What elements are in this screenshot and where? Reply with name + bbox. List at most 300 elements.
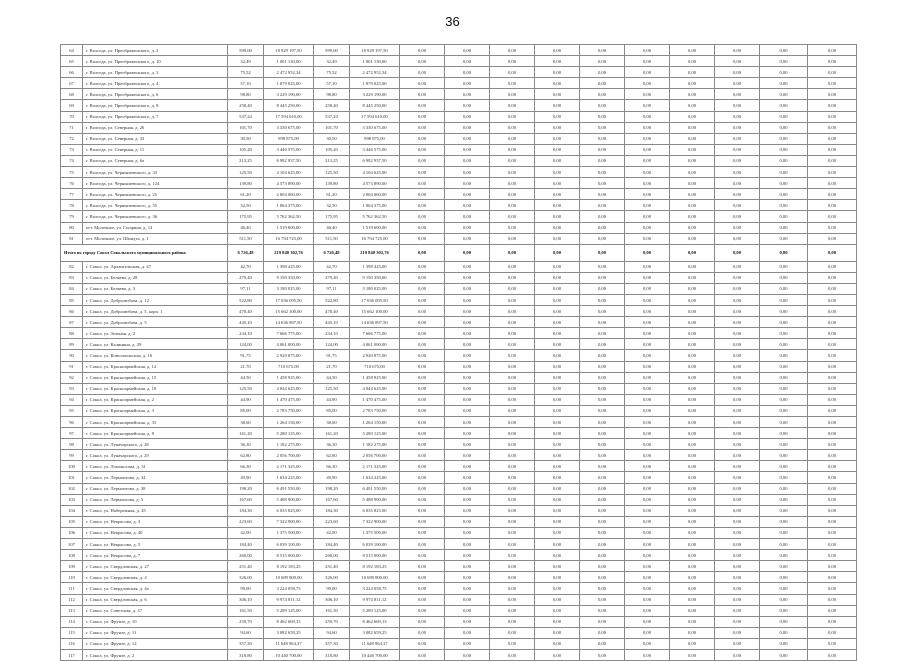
- value-cell: 36,30: [228, 439, 264, 450]
- value-cell: 0,00: [760, 178, 808, 189]
- value-cell: 101,70: [314, 122, 350, 133]
- value-cell: 46,40: [228, 222, 264, 233]
- value-cell: 0,00: [625, 339, 670, 350]
- value-cell: 3 229 190,00: [264, 89, 314, 100]
- value-cell: 0,00: [625, 527, 670, 538]
- value-cell: 0,00: [445, 133, 490, 144]
- value-cell: 2 004 060,00: [264, 189, 314, 200]
- value-cell: 0,00: [400, 516, 445, 527]
- value-cell: 0,00: [760, 638, 808, 649]
- value-cell: 0,00: [715, 361, 760, 372]
- value-cell: 0,00: [715, 178, 760, 189]
- value-cell: 0,00: [580, 211, 625, 222]
- table-row: [61, 428, 857, 439]
- value-cell: 0,00: [445, 494, 490, 505]
- value-cell: 0,00: [490, 178, 535, 189]
- value-cell: 0,00: [535, 222, 580, 233]
- value-cell: 2 472 952,34: [264, 67, 314, 78]
- table-row: [61, 483, 857, 494]
- table-row: [61, 594, 857, 605]
- value-cell: 0,00: [670, 178, 715, 189]
- value-cell: 0,00: [490, 317, 535, 328]
- value-cell: 0,00: [760, 283, 808, 294]
- value-cell: 0,00: [535, 294, 580, 305]
- value-cell: 2 004 060,00: [350, 189, 400, 200]
- value-cell: 0,00: [808, 350, 857, 361]
- address-cell: г. Вологда, ул. Преображенского, д. 3: [83, 67, 228, 78]
- table-row: [61, 339, 857, 350]
- table-row: [61, 78, 857, 89]
- value-cell: 0,00: [400, 605, 445, 616]
- row-number-cell: 100: [61, 461, 83, 472]
- value-cell: 0,00: [625, 394, 670, 405]
- value-cell: 0,00: [445, 306, 490, 317]
- value-cell: 184,30: [228, 505, 264, 516]
- value-cell: 0,00: [670, 627, 715, 638]
- value-cell: 0,00: [445, 405, 490, 416]
- value-cell: 124,00: [228, 339, 264, 350]
- value-cell: 260,00: [228, 550, 264, 561]
- value-cell: 0,00: [535, 144, 580, 155]
- value-cell: 0,00: [625, 317, 670, 328]
- value-cell: 1 458 925,00: [264, 372, 314, 383]
- value-cell: 1 001 130,00: [350, 56, 400, 67]
- value-cell: 0,00: [445, 383, 490, 394]
- address-cell: г. Сокол, ул. Набережная, д. 45: [83, 505, 228, 516]
- address-cell: г. Вологда, ул. Преображенского, д. 6: [83, 89, 228, 100]
- row-number-cell: 108: [61, 550, 83, 561]
- value-cell: 0,00: [760, 189, 808, 200]
- value-cell: 0,00: [580, 383, 625, 394]
- value-cell: 7 666 775,00: [350, 328, 400, 339]
- value-cell: 4 061 000,00: [350, 339, 400, 350]
- value-cell: 0,00: [445, 178, 490, 189]
- value-cell: 0,00: [625, 638, 670, 649]
- value-cell: 7 322 900,00: [264, 516, 314, 527]
- value-cell: 0,00: [445, 111, 490, 122]
- value-cell: 0,00: [580, 100, 625, 111]
- value-cell: 0,00: [445, 627, 490, 638]
- value-cell: 0,00: [490, 306, 535, 317]
- value-cell: 32,50: [228, 200, 264, 211]
- value-cell: 0,00: [808, 222, 857, 233]
- address-cell: г. Сокол, ул. Красноармейская, д. 3: [83, 405, 228, 416]
- value-cell: 125,50: [314, 383, 350, 394]
- row-number-cell: 105: [61, 516, 83, 527]
- value-cell: 0,00: [400, 45, 445, 56]
- row-number-cell: 96: [61, 417, 83, 428]
- value-cell: 0,00: [445, 328, 490, 339]
- value-cell: 2 783 750,00: [264, 405, 314, 416]
- value-cell: 0,00: [670, 89, 715, 100]
- value-cell: 0,00: [400, 283, 445, 294]
- value-cell: 0,00: [715, 122, 760, 133]
- value-cell: 0,00: [445, 167, 490, 178]
- value-cell: 66,30: [228, 461, 264, 472]
- value-cell: 0,00: [535, 122, 580, 133]
- table-row: [61, 539, 857, 550]
- value-cell: 0,00: [625, 583, 670, 594]
- value-cell: 0,00: [715, 450, 760, 461]
- value-cell: 0,00: [715, 594, 760, 605]
- value-cell: 260,00: [314, 550, 350, 561]
- value-cell: 0,00: [670, 350, 715, 361]
- value-cell: 0,00: [625, 572, 670, 583]
- address-cell: г. Сокол, ул. Архангельская, д. 47: [83, 261, 228, 272]
- value-cell: 0,00: [670, 67, 715, 78]
- value-cell: 0,00: [580, 294, 625, 305]
- value-cell: 0,00: [760, 272, 808, 283]
- address-cell: г. Сокол, ул. Свердловская, д. 27: [83, 561, 228, 572]
- value-cell: 0,00: [580, 361, 625, 372]
- value-cell: 0,00: [400, 550, 445, 561]
- value-cell: 0,00: [445, 550, 490, 561]
- value-cell: 0,00: [715, 111, 760, 122]
- value-cell: 0,00: [490, 627, 535, 638]
- subtotal-cell: 6 726,48: [314, 244, 350, 261]
- value-cell: 0,00: [400, 450, 445, 461]
- address-cell: г. Вологда, ул. Северная, д. 11: [83, 144, 228, 155]
- value-cell: 1 375 500,00: [350, 527, 400, 538]
- value-cell: 0,00: [580, 261, 625, 272]
- value-cell: 0,00: [715, 572, 760, 583]
- value-cell: 4 061 000,00: [264, 339, 314, 350]
- value-cell: 0,00: [715, 483, 760, 494]
- value-cell: 0,00: [808, 306, 857, 317]
- value-cell: 0,00: [490, 572, 535, 583]
- value-cell: 125,50: [314, 167, 350, 178]
- value-cell: 0,00: [715, 283, 760, 294]
- value-cell: 17 594 610,00: [264, 111, 314, 122]
- table-row: [61, 439, 857, 450]
- value-cell: 0,00: [400, 328, 445, 339]
- address-cell: г. Вологда, ул. Чернышевского, д. 36: [83, 211, 228, 222]
- value-cell: 0,00: [535, 283, 580, 294]
- value-cell: 0,00: [808, 89, 857, 100]
- row-number-cell: 80: [61, 222, 83, 233]
- value-cell: 8 462 669,13: [264, 616, 314, 627]
- value-cell: 478,40: [314, 306, 350, 317]
- value-cell: 0,00: [715, 372, 760, 383]
- address-cell: пгт. Молочное, ул. Гагарина, д. 14: [83, 222, 228, 233]
- value-cell: 0,00: [400, 233, 445, 244]
- table-row: [61, 472, 857, 483]
- value-cell: 2 171 325,00: [350, 461, 400, 472]
- value-cell: 97,11: [228, 283, 264, 294]
- value-cell: 0,00: [535, 155, 580, 166]
- address-cell: г. Вологда, ул. Преображенского, д. 7: [83, 111, 228, 122]
- value-cell: 0,00: [670, 122, 715, 133]
- value-cell: 0,00: [535, 627, 580, 638]
- table-row: [61, 527, 857, 538]
- value-cell: 0,00: [490, 144, 535, 155]
- table-row: [61, 572, 857, 583]
- value-cell: 0,00: [580, 428, 625, 439]
- value-cell: 0,00: [580, 516, 625, 527]
- value-cell: 91,75: [228, 350, 264, 361]
- value-cell: 1 398 425,00: [350, 261, 400, 272]
- row-number-cell: 114: [61, 616, 83, 627]
- value-cell: 0,00: [535, 167, 580, 178]
- value-cell: 4 104 625,00: [264, 167, 314, 178]
- value-cell: 2 783 750,00: [350, 405, 400, 416]
- value-cell: 0,00: [808, 405, 857, 416]
- value-cell: 0,00: [535, 328, 580, 339]
- value-cell: 0,00: [670, 233, 715, 244]
- value-cell: 0,00: [625, 461, 670, 472]
- value-cell: 85,00: [314, 405, 350, 416]
- value-cell: 3 224 058,75: [350, 583, 400, 594]
- value-cell: 0,00: [670, 155, 715, 166]
- value-cell: 0,00: [715, 294, 760, 305]
- address-cell: г. Сокол, ул. Лермонтова, д. 38: [83, 483, 228, 494]
- value-cell: 0,00: [760, 505, 808, 516]
- value-cell: 0,00: [580, 583, 625, 594]
- value-cell: 0,00: [445, 89, 490, 100]
- address-cell: г. Сокол, ул. Красноармейская, д. 15: [83, 372, 228, 383]
- value-cell: 105,20: [228, 144, 264, 155]
- row-number-cell: 109: [61, 561, 83, 572]
- value-cell: 0,00: [670, 372, 715, 383]
- table-row: [61, 372, 857, 383]
- value-cell: 0,00: [760, 417, 808, 428]
- value-cell: 0,00: [670, 306, 715, 317]
- value-cell: 0,00: [580, 133, 625, 144]
- value-cell: 0,00: [535, 394, 580, 405]
- value-cell: 1 458 925,00: [350, 372, 400, 383]
- value-cell: 0,00: [760, 122, 808, 133]
- value-cell: 3 180 025,00: [264, 283, 314, 294]
- value-cell: 6 035 825,00: [264, 505, 314, 516]
- value-cell: 0,00: [760, 472, 808, 483]
- value-cell: 0,00: [760, 45, 808, 56]
- table-row: [61, 144, 857, 155]
- value-cell: 0,00: [580, 317, 625, 328]
- value-cell: 6 982 937,50: [350, 155, 400, 166]
- value-cell: 522,80: [228, 294, 264, 305]
- table-row: [61, 627, 857, 638]
- row-number-cell: 90: [61, 350, 83, 361]
- value-cell: 0,00: [535, 200, 580, 211]
- value-cell: 0,00: [625, 155, 670, 166]
- value-cell: 0,00: [808, 583, 857, 594]
- value-cell: 15 662 100,00: [264, 306, 314, 317]
- value-cell: 0,00: [670, 638, 715, 649]
- value-cell: 0,00: [490, 605, 535, 616]
- value-cell: 0,00: [400, 67, 445, 78]
- value-cell: 0,00: [490, 233, 535, 244]
- value-cell: 2 920 875,00: [350, 350, 400, 361]
- value-cell: 4 573 890,00: [350, 178, 400, 189]
- value-cell: 10 689 800,00: [264, 572, 314, 583]
- subtotal-cell: 219 840 302,76: [264, 244, 314, 261]
- value-cell: 0,00: [535, 339, 580, 350]
- value-cell: 0,00: [400, 638, 445, 649]
- value-cell: 5 280 125,00: [264, 428, 314, 439]
- value-cell: 125,50: [228, 167, 264, 178]
- value-cell: 0,00: [445, 261, 490, 272]
- row-number-cell: 97: [61, 428, 83, 439]
- address-cell: г. Сокол, ул. Фрунзе, д. 12: [83, 638, 228, 649]
- value-cell: 161,50: [314, 605, 350, 616]
- row-number-cell: 66: [61, 67, 83, 78]
- table-row: [61, 167, 857, 178]
- value-cell: 30,50: [314, 133, 350, 144]
- value-cell: 0,00: [808, 616, 857, 627]
- value-cell: 0,00: [715, 461, 760, 472]
- value-cell: 30,50: [228, 133, 264, 144]
- value-cell: 0,00: [490, 472, 535, 483]
- row-number-cell: 106: [61, 527, 83, 538]
- value-cell: 0,00: [670, 261, 715, 272]
- value-cell: 0,00: [715, 133, 760, 144]
- value-cell: 0,00: [625, 122, 670, 133]
- value-cell: 0,00: [715, 100, 760, 111]
- value-cell: 1 879 025,00: [264, 78, 314, 89]
- value-cell: 1 182 275,00: [350, 439, 400, 450]
- value-cell: 0,00: [760, 539, 808, 550]
- value-cell: 0,00: [808, 627, 857, 638]
- value-cell: 61,20: [228, 189, 264, 200]
- value-cell: 511,50: [228, 233, 264, 244]
- value-cell: 0,00: [535, 561, 580, 572]
- value-cell: 0,00: [490, 594, 535, 605]
- value-cell: 213,25: [228, 155, 264, 166]
- value-cell: 0,00: [760, 383, 808, 394]
- value-cell: 0,00: [670, 200, 715, 211]
- value-cell: 445,10: [314, 317, 350, 328]
- value-cell: 0,00: [715, 516, 760, 527]
- value-cell: 0,00: [760, 594, 808, 605]
- value-cell: 0,00: [670, 361, 715, 372]
- address-cell: г. Сокол, ул. Луначарского, д. 28: [83, 439, 228, 450]
- address-cell: г. Сокол, ул. Красноармейская, д. 12: [83, 361, 228, 372]
- value-cell: 98,80: [314, 89, 350, 100]
- value-cell: 0,00: [445, 649, 490, 660]
- table-row: [61, 550, 857, 561]
- value-cell: 0,00: [760, 155, 808, 166]
- row-number-cell: 94: [61, 394, 83, 405]
- value-cell: 0,00: [625, 78, 670, 89]
- value-cell: 0,00: [580, 350, 625, 361]
- value-cell: 0,00: [535, 450, 580, 461]
- address-cell: г. Вологда, ул. Преображенского, д. 10: [83, 56, 228, 67]
- value-cell: 0,00: [490, 405, 535, 416]
- value-cell: 0,00: [670, 133, 715, 144]
- value-cell: 0,00: [760, 211, 808, 222]
- value-cell: 0,00: [808, 649, 857, 660]
- value-cell: 1 264 150,00: [350, 417, 400, 428]
- value-cell: 0,00: [760, 405, 808, 416]
- value-cell: 0,00: [535, 78, 580, 89]
- value-cell: 0,00: [625, 472, 670, 483]
- subtotal-cell: 0,00: [670, 244, 715, 261]
- value-cell: 0,00: [670, 189, 715, 200]
- value-cell: 0,00: [715, 417, 760, 428]
- value-cell: 0,00: [808, 45, 857, 56]
- address-cell: г. Сокол, ул. Некрасова, д. 40: [83, 527, 228, 538]
- value-cell: 0,00: [535, 189, 580, 200]
- value-cell: 8 445 250,00: [264, 100, 314, 111]
- value-cell: 0,00: [490, 649, 535, 660]
- value-cell: 198,20: [314, 483, 350, 494]
- value-cell: 3 224 058,75: [264, 583, 314, 594]
- value-cell: 0,00: [535, 505, 580, 516]
- value-cell: 0,00: [445, 461, 490, 472]
- value-cell: 0,00: [400, 178, 445, 189]
- value-cell: 2 472 952,34: [350, 67, 400, 78]
- value-cell: 259,70: [228, 616, 264, 627]
- value-cell: 0,00: [490, 616, 535, 627]
- value-cell: 0,00: [808, 283, 857, 294]
- value-cell: 0,00: [400, 405, 445, 416]
- row-number-cell: 98: [61, 439, 83, 450]
- value-cell: 0,00: [625, 222, 670, 233]
- value-cell: 0,00: [715, 494, 760, 505]
- value-cell: 8 192 183,25: [264, 561, 314, 572]
- value-cell: 0,00: [715, 350, 760, 361]
- value-cell: 0,00: [808, 428, 857, 439]
- address-cell: г. Сокол, ул. Фрунзе, д. 10: [83, 616, 228, 627]
- value-cell: 0,00: [580, 144, 625, 155]
- value-cell: 279,40: [314, 272, 350, 283]
- value-cell: 0,00: [445, 638, 490, 649]
- value-cell: 537,24: [228, 111, 264, 122]
- value-cell: 0,00: [535, 272, 580, 283]
- value-cell: 537,24: [314, 111, 350, 122]
- value-cell: 2 056 700,00: [264, 450, 314, 461]
- value-cell: 0,00: [808, 505, 857, 516]
- table-row: [61, 317, 857, 328]
- row-number-cell: 88: [61, 328, 83, 339]
- value-cell: 0,00: [580, 306, 625, 317]
- value-cell: 0,00: [580, 189, 625, 200]
- value-cell: 0,00: [400, 627, 445, 638]
- value-cell: 9 974 811,12: [350, 594, 400, 605]
- address-cell: г. Сокол, ул. Некрасова, д. 3: [83, 516, 228, 527]
- value-cell: 124,00: [314, 339, 350, 350]
- value-cell: 0,00: [490, 527, 535, 538]
- value-cell: 0,00: [808, 189, 857, 200]
- value-cell: 125,50: [228, 383, 264, 394]
- value-cell: 0,00: [490, 361, 535, 372]
- value-cell: 0,00: [445, 189, 490, 200]
- row-number-cell: 72: [61, 133, 83, 144]
- value-cell: 0,00: [535, 417, 580, 428]
- value-cell: 0,00: [400, 306, 445, 317]
- value-cell: 6 039 100,00: [264, 539, 314, 550]
- value-cell: 0,00: [715, 638, 760, 649]
- value-cell: 0,00: [670, 78, 715, 89]
- value-cell: 0,00: [808, 383, 857, 394]
- value-cell: 0,00: [580, 539, 625, 550]
- value-cell: 0,00: [535, 100, 580, 111]
- subtotal-cell: 6 726,48: [228, 244, 264, 261]
- value-cell: 0,00: [808, 550, 857, 561]
- value-cell: 44,90: [228, 394, 264, 405]
- value-cell: 0,00: [715, 616, 760, 627]
- value-cell: 0,00: [400, 483, 445, 494]
- value-cell: 0,00: [400, 572, 445, 583]
- value-cell: 251,40: [228, 561, 264, 572]
- value-cell: 0,00: [760, 450, 808, 461]
- value-cell: 9 150 350,00: [264, 272, 314, 283]
- address-cell: г. Сокол, ул. Добролюбова, д. 5, корп. 1: [83, 306, 228, 317]
- table-row: [61, 450, 857, 461]
- value-cell: 0,00: [400, 100, 445, 111]
- value-cell: 0,00: [670, 572, 715, 583]
- value-cell: 0,00: [445, 527, 490, 538]
